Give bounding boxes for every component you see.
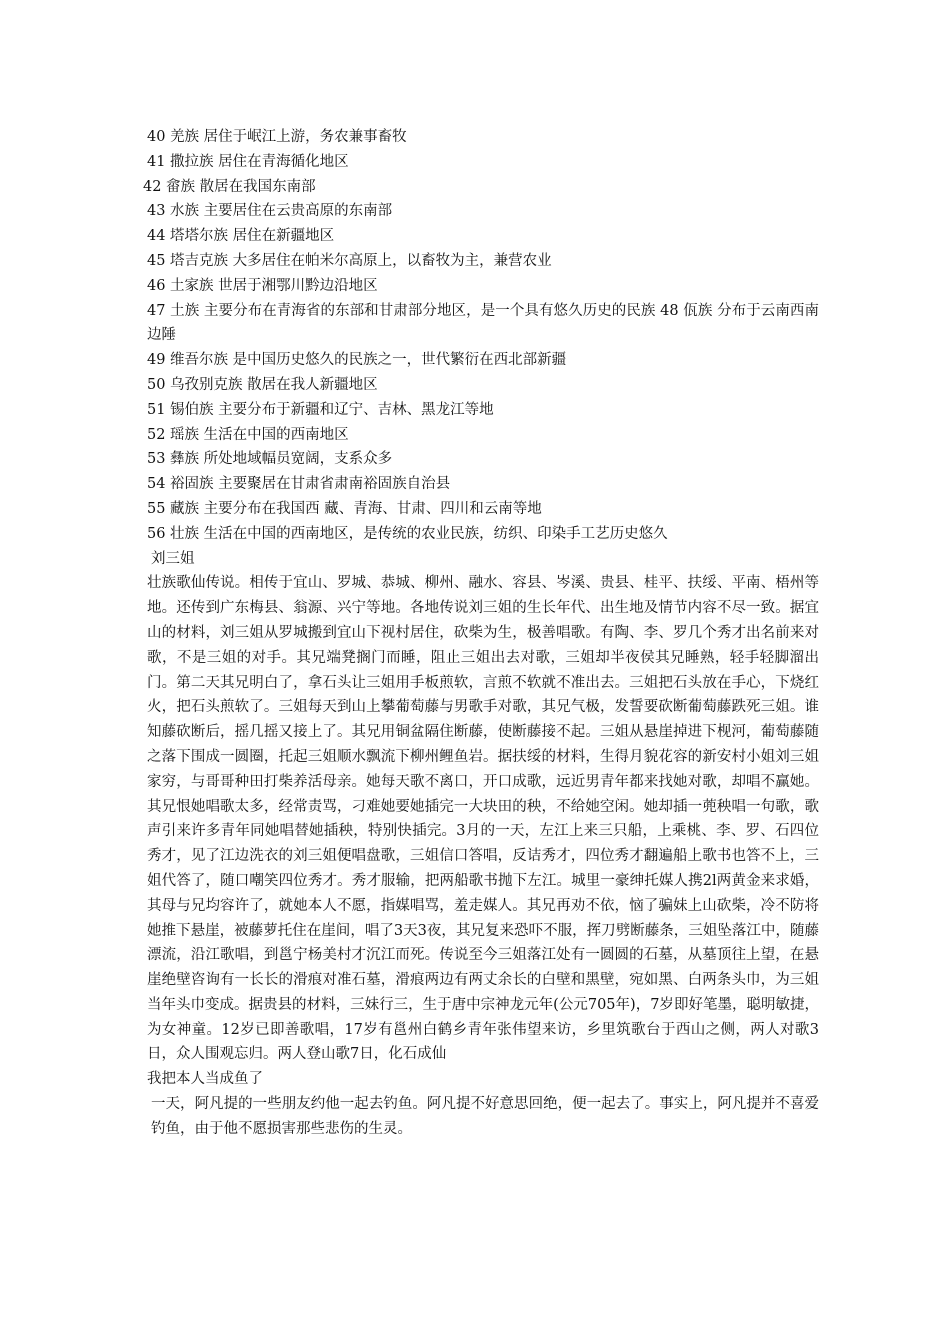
list-item: 40 羌族 居住于岷江上游，务农兼事畜牧 — [147, 129, 407, 145]
list-item: 44 塔塔尔族 居住在新疆地区 — [147, 228, 335, 245]
list-item: 52 瑶族 生活在中国的西南地区 — [147, 426, 349, 443]
story-title: 刘三姐 — [151, 550, 195, 567]
list-item: 47 土族 主要分布在青海省的东部和甘肃部分地区，是一个具有悠久历史的民族 48 佤族 分布于云南西南边陲 — [147, 302, 819, 344]
story-title: 我把本人当成鱼了 — [147, 1071, 263, 1088]
list-item: 42 畲族 散居在我国东南部 — [143, 178, 316, 195]
list-item: 55 藏族 主要分布在我国西 藏、青海、甘肃、四川和云南等地 — [147, 500, 542, 517]
list-item: 45 塔吉克族 大多居住在帕米尔高原上，以畜牧为主，兼营农业 — [147, 252, 552, 269]
list-item: 53 彝族 所处地域幅员宽阔，支系众多 — [147, 451, 393, 468]
story-body: 一天，阿凡提的一些朋友约他一起去钓鱼。阿凡提不好意思回绝，便一起去了。事实上，阿凡提并不喜爱钓鱼，由于他不愿损害那些悲伤的生灵。 — [151, 1096, 819, 1137]
document-page — [143, 125, 819, 1142]
story-body: 壮族歌仙传说。相传于宜山、罗城、恭城、柳州、融水、容县、岑溪、贵县、桂平、扶绥、平南、梧州等地。还传到广东梅县、翁源、兴宁等地。各地传说刘三姐的生长年代、出生地及情节内容不尽一致。据宜山的材料，刘三姐从罗城搬到宜山下视村居住，砍柴为生，极善唱歌。有陶、李、罗几个秀才出名前来对歌，不是三姐的对手。其兄端凳搁门而睡，阻止三姐出去对歌，三姐却半夜侯其兄睡熟，轻手轻脚溜出门。第二天其兄明白了，拿石头让三姐用手板煎软，言煎不软就不准出去。三姐把石头放在手心，下烧红火，把石头煎软了。三姐每天到山上攀葡萄藤与男歌手对歌，其兄气极，发誓要砍断葡萄藤跌死三姐。谁知藤砍断后，摇几摇又接上了。其兄用铜盆隔住断藤，使断藤接不起。三姐从悬崖掉进下枧河，葡萄藤随之落下围成一圆圈，托起三姐顺水飘流下柳州鲤鱼岩。据扶绥的材料，生得月貌花容的新安村小姐刘三姐家穷，与哥哥种田打柴养活母亲。她每天歌不离口，开口成歌，远近男青年都来找她对歌，却唱不赢她。其兄恨她唱歌太多，经常责骂，刁难她要她插完一大块田的秧，不给她空闲。她却插一蔸秧唱一句歌，歌声引来许多青年同她唱替她插秧，特别快插完。3月的一天，左江上来三只船，上乘桃、李、罗、石四位秀才，见了江边洗衣的刘三姐便唱盘歌，三姐信口答唱，反诘秀才，四位秀才翻遍船上歌书也答不上，三姐代答了，随口嘲笑四位秀才。秀才服输，把两船歌书抛下左江。城里一豪绅托媒人携2l两黄金来求婚，其母与兄均容许了，就她本人不愿，指媒唱骂，羞走媒人。其兄再劝不依，恼了骗妹上山砍柴，冷不防将她推下悬崖，被藤萝托住在崖间，唱了3天3夜，其兄复来恐吓不服，挥刀劈断藤条，三姐坠落江中，随藤漂流，沿江歌唱，到邕宁杨美村才沉江而死。传说至今三姐落江处有一圆圆的石墓，从墓顶往上望，在悬崖绝壁咨询有一长长的滑痕对准石墓，滑痕两边有两丈余长的白壁和黑壁，宛如黑、白两条头巾，为三姐当年头巾变成。据贵县的材料，三妹行三，生于唐中宗神龙元年(公元705年)，7岁即好笔墨，聪明敏捷，为女神童。12岁已即善歌唱，17岁有邕州白鹤乡青年张伟望来访，乡里筑歌台于西山之侧，两人对歌3日，众人围观忘归。两人登山歌7日，化石成仙 — [147, 575, 819, 1063]
list-item: 50 乌孜别克族 散居在我人新疆地区 — [147, 376, 378, 393]
list-item: 43 水族 主要居住在云贵高原的东南部 — [147, 203, 393, 220]
list-item: 56 壮族 生活在中国的西南地区，是传统的农业民族，纺织、印染手工艺历史悠久 — [147, 525, 668, 542]
list-item: 51 锡伯族 主要分布于新疆和辽宁、吉林、黑龙江等地 — [147, 401, 494, 418]
list-item: 54 裕固族 主要聚居在甘肃省肃南裕固族自治县 — [147, 476, 451, 493]
list-item: 49 维吾尔族 是中国历史悠久的民族之一，世代繁衍在西北部新疆 — [147, 352, 567, 369]
list-item: 41 撒拉族 居住在青海循化地区 — [147, 153, 349, 170]
list-item: 46 土家族 世居于湘鄂川黔边沿地区 — [147, 277, 378, 294]
